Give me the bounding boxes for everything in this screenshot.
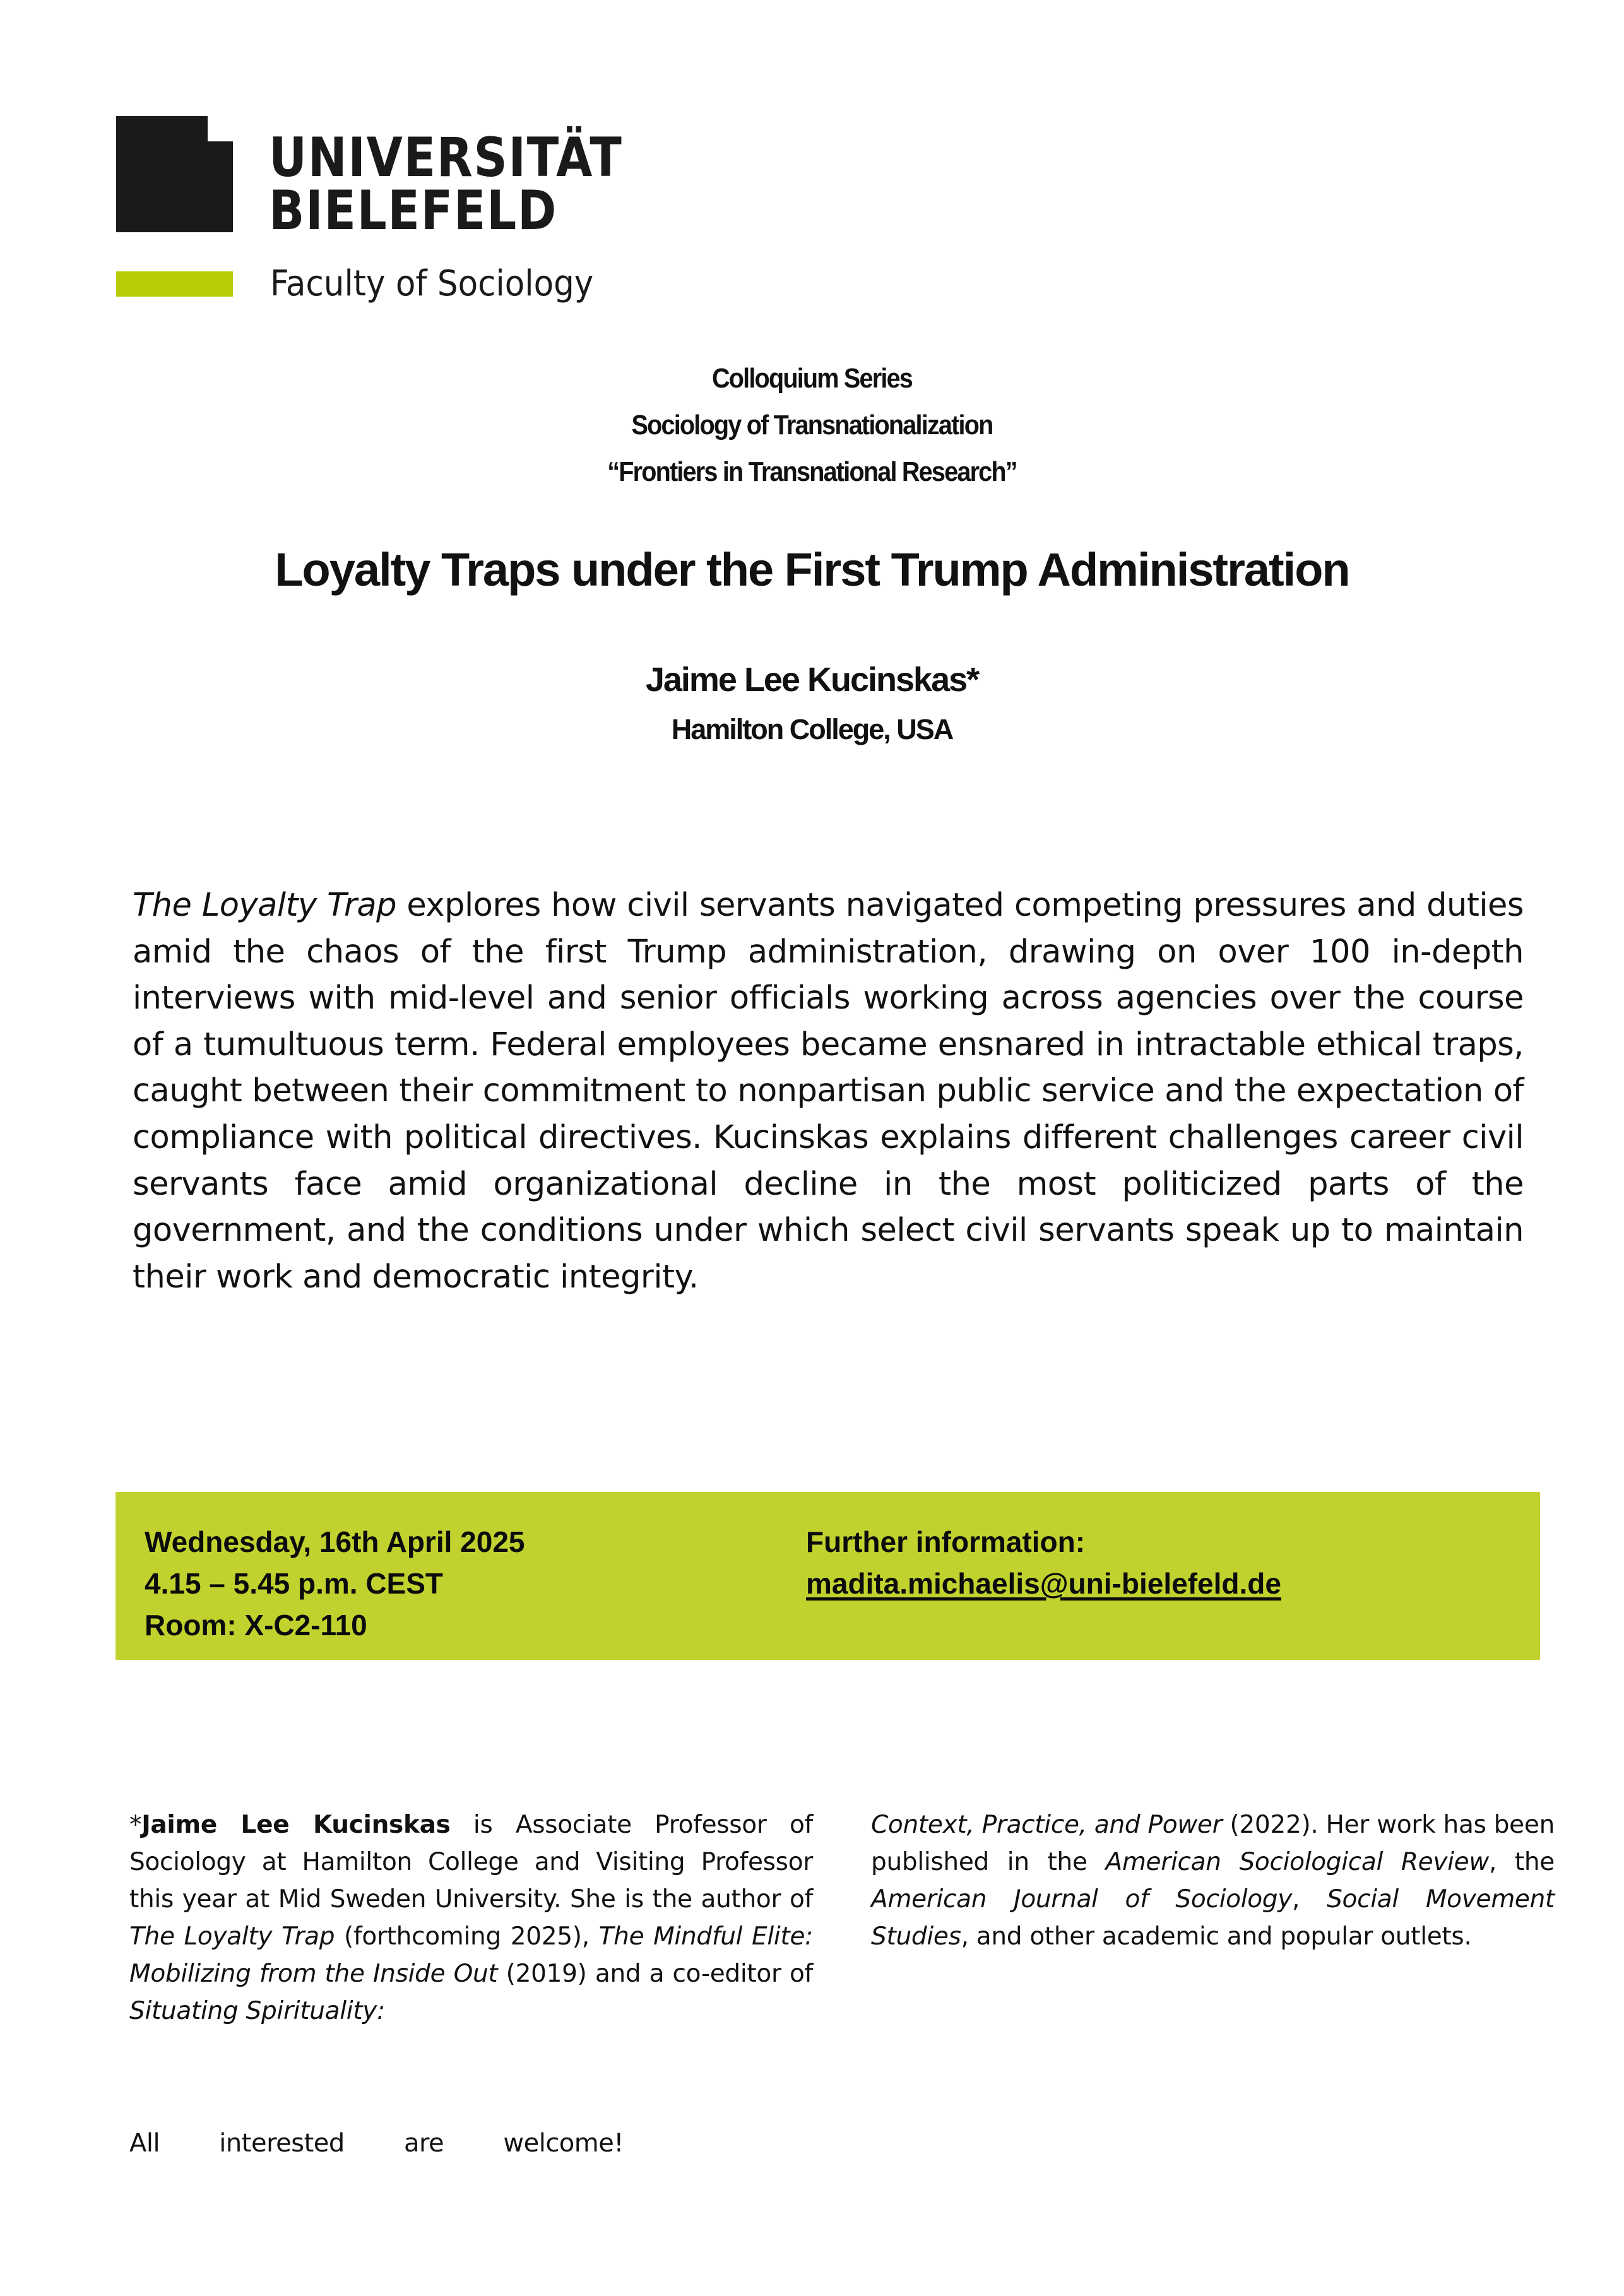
event-details: [145, 1521, 525, 1646]
series-line-colloquium: Colloquium Series: [711, 363, 913, 394]
bio-publication-title: Situating Spirituality:: [129, 1997, 385, 2025]
bio-publication-title: American Journal of Sociology: [871, 1885, 1293, 1914]
bio-text: ,: [1292, 1885, 1327, 1914]
further-info-label: Further information:: [806, 1525, 1086, 1558]
university-name-line1: UNIVERSITÄT: [269, 126, 623, 189]
event-date: Wednesday, 16th April 2025: [145, 1525, 525, 1558]
speaker-bio-right: [871, 1806, 1555, 1955]
bio-publication-title: The Loyalty Trap: [129, 1922, 335, 1951]
event-info-box: [116, 1492, 1540, 1660]
logo-block-main: [116, 141, 233, 232]
welcome-note: All interested are welcome!: [129, 2129, 624, 2158]
bio-speaker-name: Jaime Lee Kucinskas: [141, 1811, 451, 1839]
bio-text: is Associate Professor of Sociology at Hamilton College and Visiting Professor this year at Mid Sweden University. She is the author of: [129, 1811, 813, 1914]
bio-text: (2019) and a co-editor of: [497, 1960, 813, 1988]
event-time: 4.15 – 5.45 p.m. CEST: [145, 1567, 444, 1600]
series-line-frontiers: “Frontiers in Transnational Research”: [607, 456, 1017, 487]
speaker-affiliation: Hamilton College, USA: [671, 713, 953, 745]
bio-publication-title: Context, Practice, and Power: [871, 1811, 1223, 1839]
university-logo-mark: [116, 116, 233, 232]
speaker-name: Jaime Lee Kucinskas*: [645, 661, 979, 699]
contact-info: [806, 1521, 1281, 1604]
bio-text: *: [129, 1811, 142, 1839]
faculty-accent-bar: [116, 271, 233, 297]
abstract-book-title: The Loyalty Trap: [133, 887, 396, 924]
talk-title: Loyalty Traps under the First Trump Administration: [275, 543, 1349, 596]
faculty-name: Faculty of Sociology: [270, 263, 594, 304]
university-name-line2: BIELEFELD: [269, 179, 558, 242]
bio-text: (2022). Her work has been published in the: [871, 1811, 1555, 1876]
event-room: Room: X-C2-110: [145, 1609, 367, 1642]
university-name: [269, 126, 623, 242]
bio-text: , and other academic and popular outlets.: [961, 1922, 1472, 1951]
bio-publication-title: The Mindful Elite: Mobilizing from the Inside Out: [129, 1922, 813, 1988]
bio-publication-title: American Sociological Review: [1105, 1848, 1489, 1876]
bio-publication-title: Social Movement Studies: [871, 1885, 1555, 1951]
abstract-paragraph: [133, 882, 1524, 1300]
bio-text: , the: [1488, 1848, 1555, 1876]
abstract-body: explores how civil servants navigated competing pressures and duties amid the chaos of the first Trump administration, drawing on over 100 in-depth interviews with mid-level and senior officials working across agencies over the course of a tumultuous term. Federal employees became ensnared in intractable ethical traps, caught between their commitment to nonpartisan public service and the expectation of compliance with political directives. Kucinskas explains different challenges career civil servants face amid organizational decline in the most politicized parts of the government, and the conditions under which select civil servants speak up to maintain their work and democratic integrity.: [133, 887, 1524, 1296]
contact-email-link[interactable]: madita.michaelis@uni-bielefeld.de: [806, 1567, 1281, 1600]
speaker-bio-left: [129, 1806, 813, 2030]
series-header: [0, 355, 1624, 495]
bio-text: (forthcoming 2025),: [335, 1922, 599, 1951]
series-line-sociology: Sociology of Transnationalization: [631, 410, 993, 441]
